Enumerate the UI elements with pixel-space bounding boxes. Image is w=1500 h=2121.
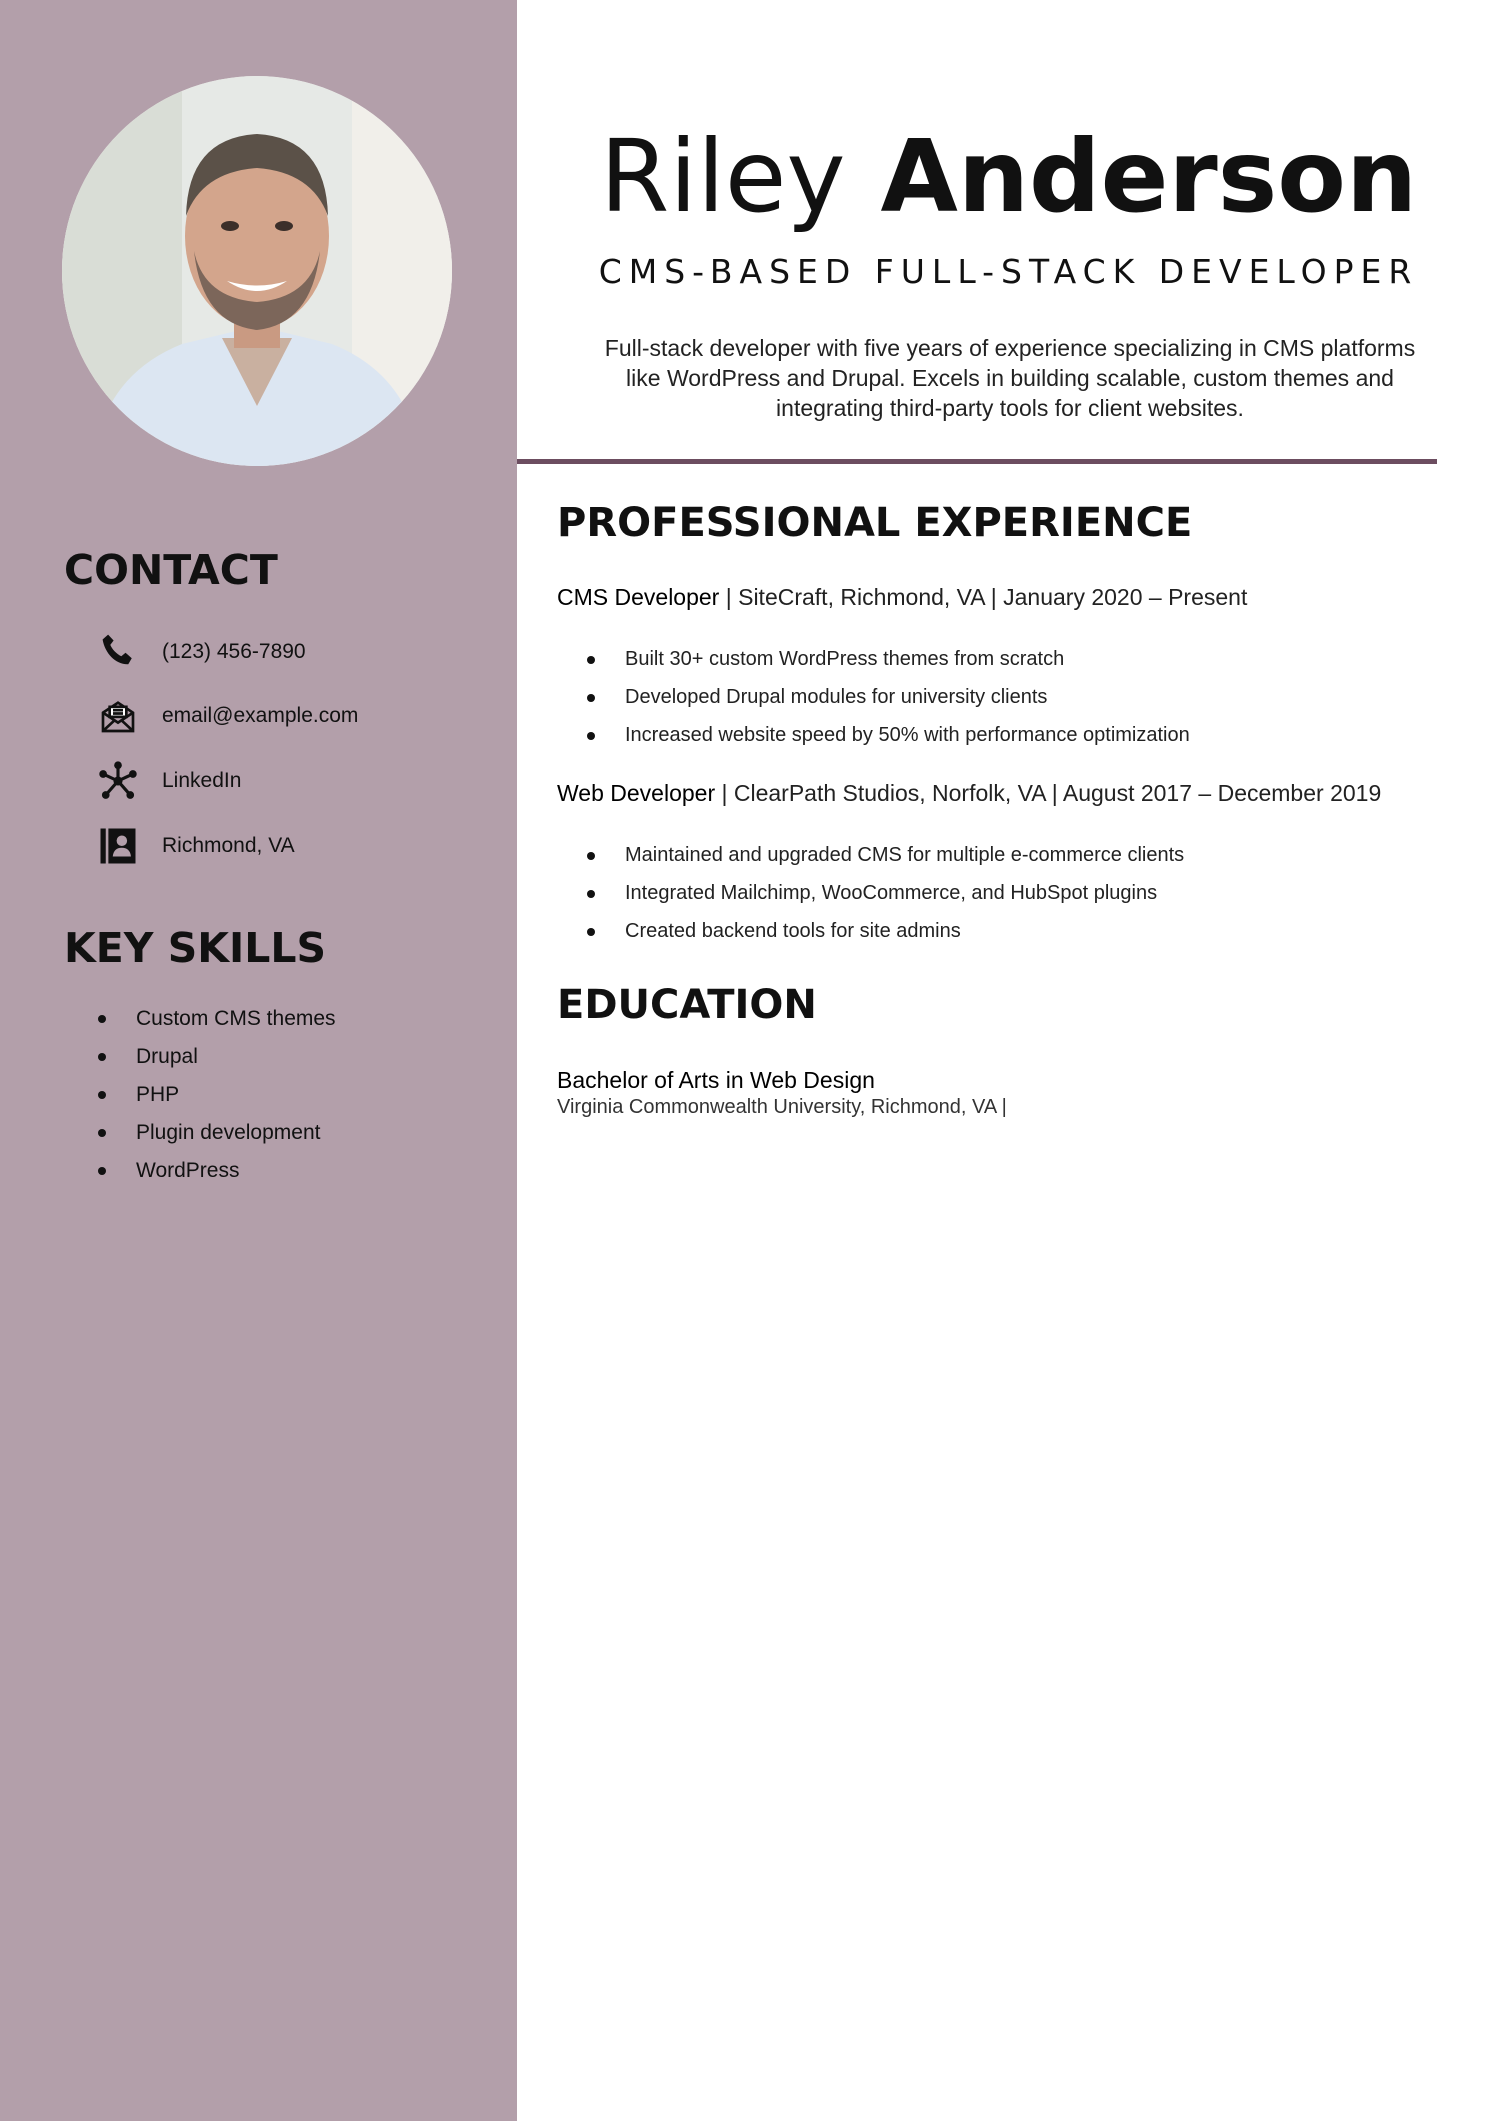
contact-email	[96, 693, 358, 739]
school-text: Virginia Commonwealth University, Richmond, VA |	[557, 1096, 1007, 1118]
sidebar	[0, 0, 517, 2121]
contact-phone	[96, 629, 306, 675]
phone-text: (123) 456-7890	[162, 640, 306, 663]
experience-heading: PROFESSIONAL EXPERIENCE	[557, 500, 1193, 546]
profile-photo	[62, 76, 452, 466]
bullet-item: Increased website speed by 50% with performance optimization	[585, 716, 1190, 754]
location-text: Richmond, VA	[162, 834, 295, 857]
job-bullets	[585, 640, 1190, 754]
skill-item: Drupal	[96, 1038, 336, 1076]
contact-linkedin	[96, 758, 241, 804]
last-name: Anderson	[880, 118, 1418, 235]
bullet-item: Integrated Mailchimp, WooCommerce, and HubSpot plugins	[585, 874, 1184, 912]
job-role: CMS Developer	[557, 584, 720, 610]
job-title-line	[557, 584, 1247, 611]
skill-item: WordPress	[96, 1152, 336, 1190]
job-title: CMS-BASED FULL-STACK DEVELOPER	[598, 252, 1419, 291]
contact-heading: CONTACT	[64, 546, 278, 594]
linkedin-text: LinkedIn	[162, 769, 242, 792]
job-details: | SiteCraft, Richmond, VA | January 2020 – Present	[719, 584, 1248, 610]
education-heading: EDUCATION	[557, 982, 817, 1028]
job-title-line	[557, 780, 1381, 807]
email-text: email@example.com	[162, 704, 359, 727]
job-bullets	[585, 836, 1184, 950]
job-role: Web Developer	[557, 780, 716, 806]
mail-icon	[96, 694, 140, 738]
skill-item: Custom CMS themes	[96, 1000, 336, 1038]
bullet-item: Built 30+ custom WordPress themes from scratch	[585, 640, 1190, 678]
summary-text: Full-stack developer with five years of experience specializing in CMS platforms like WordPress and Drupal. Excels in building scalable, custom themes and integrating third-party tools for client websites.	[604, 335, 1416, 421]
bullet-item: Maintained and upgraded CMS for multiple e-commerce clients	[585, 836, 1184, 874]
skill-item: PHP	[96, 1076, 336, 1114]
bullet-item: Created backend tools for site admins	[585, 912, 1184, 950]
first-name: Riley	[599, 118, 846, 235]
portrait-illustration	[62, 76, 452, 466]
degree-text: Bachelor of Arts in Web Design	[557, 1067, 875, 1093]
header-divider	[517, 459, 1437, 464]
candidate-name	[517, 112, 1500, 242]
skill-item: Plugin development	[96, 1114, 336, 1152]
address-book-icon	[96, 824, 140, 868]
bullet-item: Developed Drupal modules for university clients	[585, 678, 1190, 716]
phone-icon	[96, 630, 140, 674]
skills-list	[96, 1000, 336, 1190]
network-icon	[96, 759, 140, 803]
skills-heading: KEY SKILLS	[64, 924, 327, 972]
job-details: | ClearPath Studios, Norfolk, VA | August 2017 – December 2019	[715, 780, 1382, 806]
contact-location	[96, 823, 295, 869]
